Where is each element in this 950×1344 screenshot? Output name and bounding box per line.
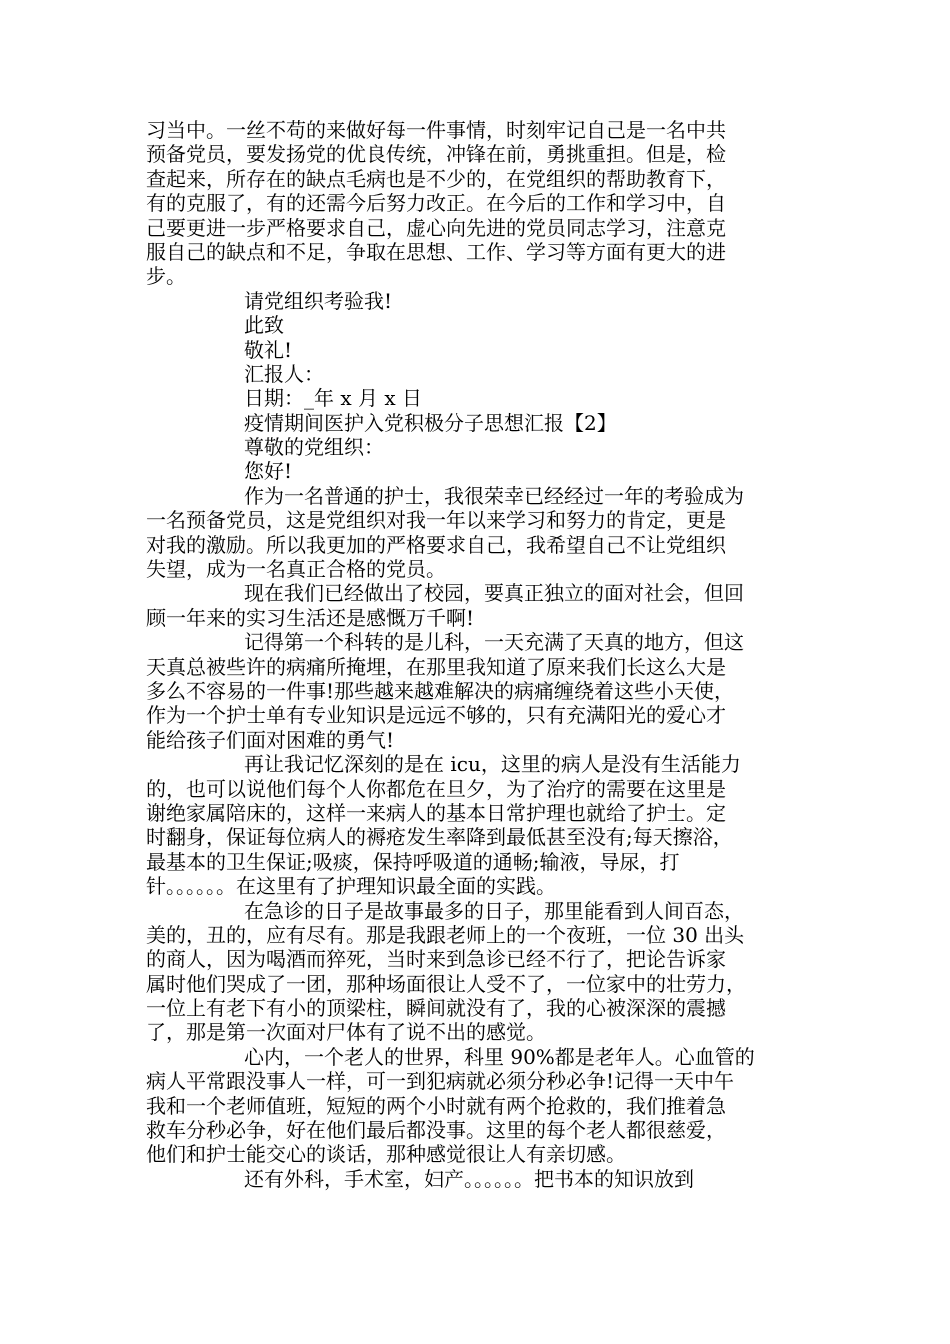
text-line: 一名预备党员，这是党组织对我一年以来学习和努力的肯定，更是 [146,508,726,533]
text-line: 记得第一个科转的是儿科，一天充满了天真的地方，但这 [244,630,744,655]
text-line: 对我的激励。所以我更加的严格要求自己，我希望自己不让党组织 [146,532,726,557]
text-line: 心内，一个老人的世界，科里 90%都是老年人。心血管的 [244,1044,755,1069]
text-line: 疫情期间医护入党积极分子思想汇报【2】 [244,410,617,435]
text-line: 此致 [244,313,284,338]
text-line: 顾一年来的实习生活还是感慨万千啊! [146,605,475,630]
text-line: 病人平常跟没事人一样，可一到犯病就必须分秒必争!记得一天中午 [146,1069,735,1094]
text-line: 时翻身，保证每位病人的褥疮发生率降到最低甚至没有;每天擦浴， [146,825,733,850]
text-line: 能给孩子们面对困难的勇气! [146,727,395,752]
text-line: 还有外科，手术室，妇产。。。。。。把书本的知识放到 [244,1166,694,1191]
text-line: 的，也可以说他们每个人你都危在旦夕，为了治疗的需要在这里是 [146,776,726,801]
text-line: 失望，成为一名真正合格的党员。 [146,557,446,582]
text-line: 现在我们已经做出了校园，要真正独立的面对社会，但回 [244,581,744,606]
text-line: 多么不容易的一件事!那些越来越难解决的病痛缠绕着这些小天使， [146,678,735,703]
text-line: 有的克服了，有的还需今后努力改正。在今后的工作和学习中，自 [146,191,726,216]
text-line: 美的，丑的，应有尽有。那是我跟老师上的一个夜班，一位 30 出头 [146,922,745,947]
document-body [146,118,814,1191]
text-line: 谢绝家属陪床的，这样一来病人的基本日常护理也就给了护士。定 [146,800,726,825]
text-line: 了，那是第一次面对尸体有了说不出的感觉。 [146,1020,546,1045]
text-line: 预备党员，要发扬党的优良传统，冲锋在前，勇挑重担。但是，检 [146,142,726,167]
text-line: 您好! [244,459,293,484]
text-line: 的商人，因为喝酒而猝死，当时来到急诊已经不行了，把论告诉家 [146,947,726,972]
text-line: 服自己的缺点和不足，争取在思想、工作、学习等方面有更大的进 [146,239,726,264]
text-line: 查起来，所存在的缺点毛病也是不少的，在党组织的帮助教育下， [146,166,726,191]
text-line: 针。。。。。。在这里有了护理知识最全面的实践。 [146,874,556,899]
text-line: 救车分秒必争，好在他们最后都没事。这里的每个老人都很慈爱， [146,1118,726,1143]
text-line: 作为一个护士单有专业知识是远远不够的，只有充满阳光的爱心才 [146,703,726,728]
text-line: 己要更进一步严格要求自己，虚心向先进的党员同志学习，注意克 [146,215,726,240]
text-line: 我和一个老师值班，短短的两个小时就有两个抢救的，我们推着急 [146,1093,726,1118]
text-line: 请党组织考验我! [244,288,393,313]
text-line: 再让我记忆深刻的是在 icu，这里的病人是没有生活能力 [244,752,741,777]
text-line: 属时他们哭成了一团，那种场面很让人受不了，一位家中的壮劳力， [146,971,746,996]
text-line: 他们和护士能交心的谈话，那种感觉很让人有亲切感。 [146,1142,626,1167]
text-line: 最基本的卫生保证;吸痰，保持呼吸道的通畅;输液，导尿，打 [146,849,680,874]
text-line: 作为一名普通的护士，我很荣幸已经经过一年的考验成为 [244,483,744,508]
text-line: 步。 [146,264,186,289]
text-line: 一位上有老下有小的顶梁柱，瞬间就没有了，我的心被深深的震撼 [146,996,726,1021]
text-line: 敬礼! [244,337,293,362]
text-line: 汇报人： [244,361,324,386]
text-line: 天真总被些许的病痛所掩埋，在那里我知道了原来我们长这么大是 [146,654,726,679]
text-line: 日期：_年 x 月 x 日 [244,386,422,411]
text-line: 习当中。一丝不苟的来做好每一件事情，时刻牢记自己是一名中共 [146,118,726,142]
text-line: 尊敬的党组织： [244,435,384,460]
text-line: 在急诊的日子是故事最多的日子，那里能看到人间百态， [244,898,744,923]
